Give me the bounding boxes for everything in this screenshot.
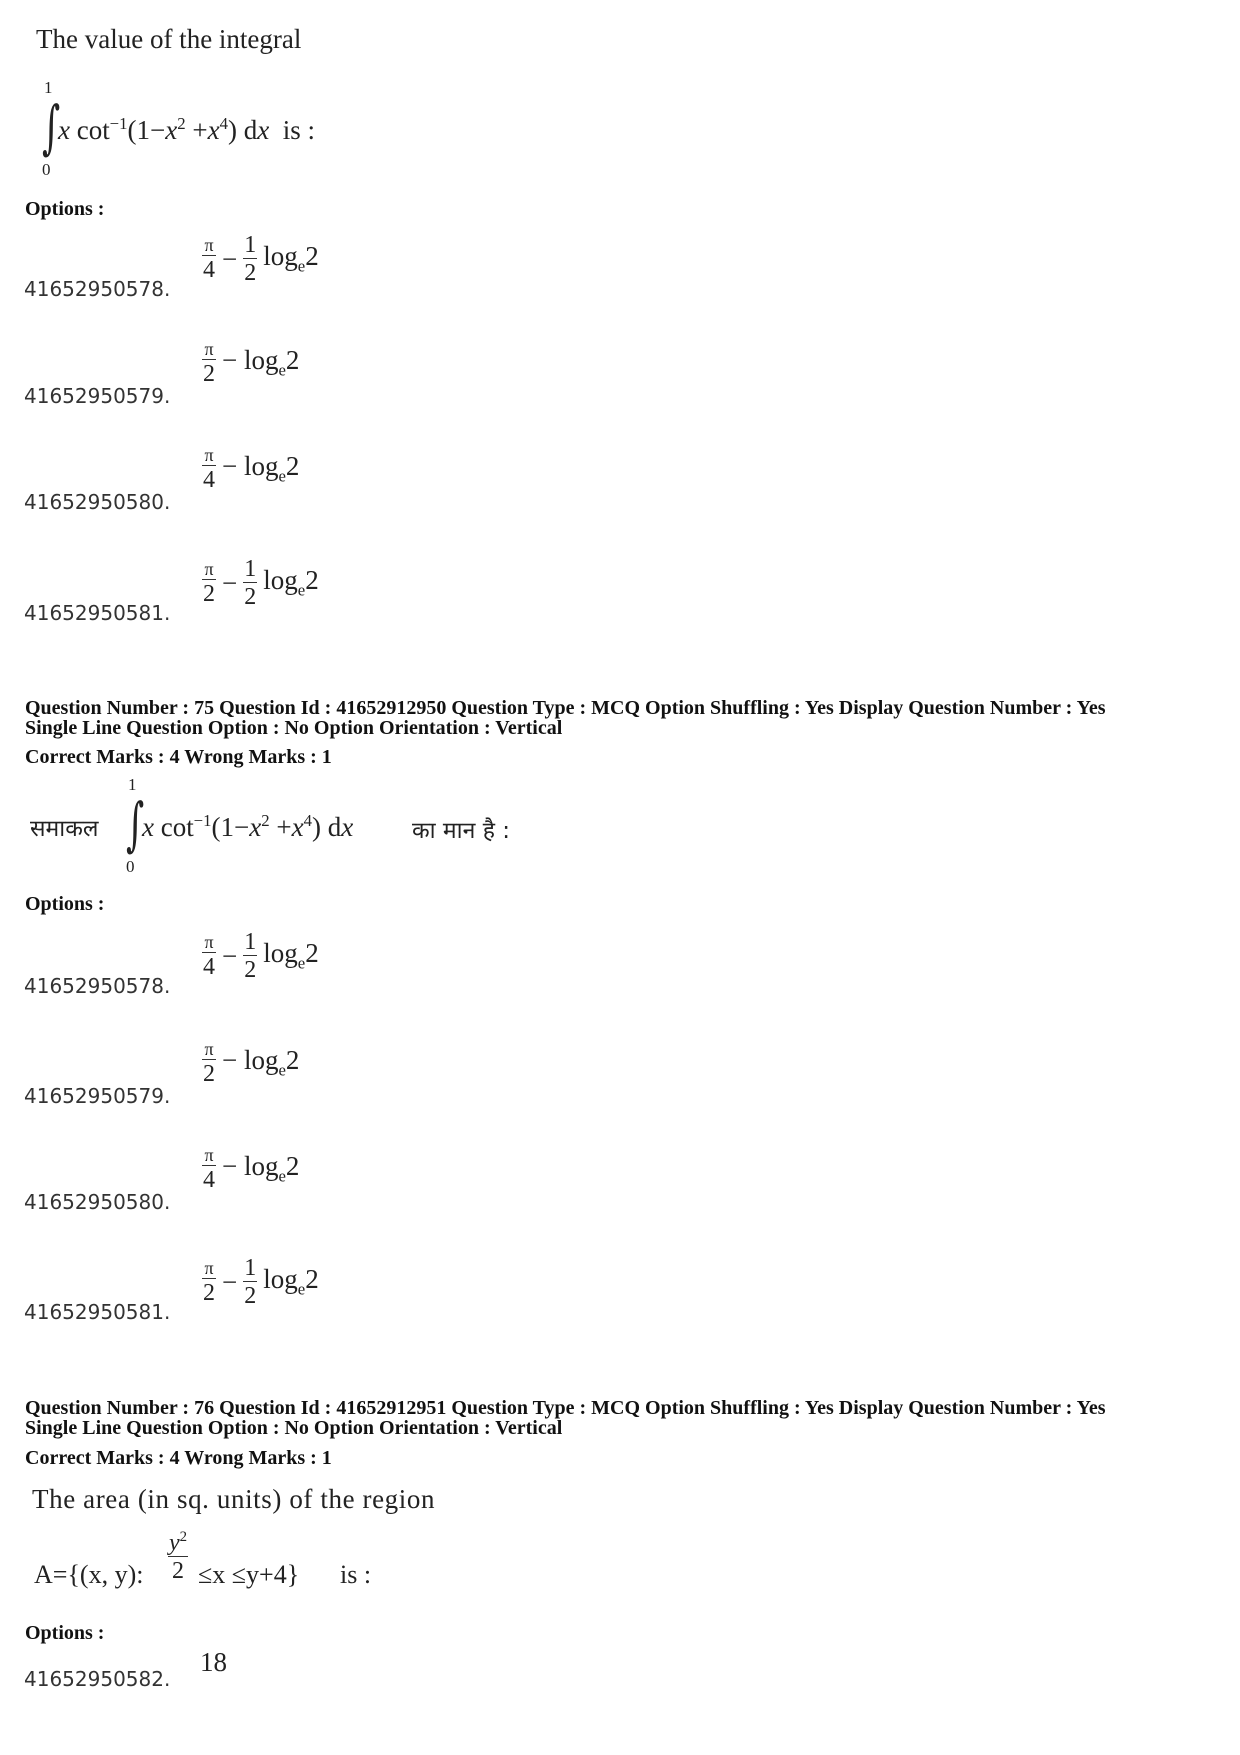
q74-integral-expression xyxy=(38,78,378,178)
option-id: 41652950581. xyxy=(24,601,171,625)
q75-option-1[interactable] xyxy=(24,912,424,1002)
option-expression: $\frac{\pi}{4}$ − $\frac{1}{2}$ $\log_e2$ xyxy=(203,232,319,286)
q76-meta-line-1: Question Number : 76 Question Id : 41652912951 Question Type : MCQ Option Shuffling : Yes Display Question Number : Yes xyxy=(25,1397,1106,1419)
integral-sign-icon: ∫ xyxy=(126,790,145,858)
option-id: 41652950578. xyxy=(24,974,171,998)
option-id: 41652950581. xyxy=(24,1300,171,1324)
hindi-prefix: समाकल xyxy=(30,816,99,842)
q75-option-2[interactable] xyxy=(24,1030,424,1110)
option-id: 41652950580. xyxy=(24,490,171,514)
q74-intro: The value of the integral xyxy=(36,24,302,54)
option-id: 41652950579. xyxy=(24,384,171,408)
q75-meta-line-1: Question Number : 75 Question Id : 41652912950 Question Type : MCQ Option Shuffling : Yes Display Question Number : Yes xyxy=(25,697,1106,719)
hindi-suffix: का मान है : xyxy=(412,818,510,844)
q76-option-1[interactable] xyxy=(24,1645,324,1695)
option-expression: $\frac{\pi}{4}$ − $\log_e2$ xyxy=(203,445,300,493)
set-fraction: $\frac{y^2}{2}$ xyxy=(169,1529,188,1584)
q74-option-3[interactable] xyxy=(24,436,424,516)
q76-set-expression xyxy=(34,1530,554,1610)
q76-marks: Correct Marks : 4 Wrong Marks : 1 xyxy=(25,1447,332,1469)
q74-options-label: Options : xyxy=(25,198,105,220)
option-value: 18 xyxy=(200,1647,227,1677)
integral-sign-icon: ∫ xyxy=(42,93,61,161)
option-expression: $\frac{\pi}{2}$ − $\frac{1}{2}$ $\log_e2$ xyxy=(203,556,319,610)
upper-limit: 1 xyxy=(44,78,53,97)
set-suffix: is : xyxy=(340,1560,372,1589)
set-rhs: ≤x ≤y+4} xyxy=(198,1560,300,1589)
q75-marks: Correct Marks : 4 Wrong Marks : 1 xyxy=(25,746,332,768)
option-id: 41652950582. xyxy=(24,1667,171,1691)
q75-options-label: Options : xyxy=(25,893,105,915)
q75-option-3[interactable] xyxy=(24,1136,424,1216)
integral-suffix: is : xyxy=(282,115,315,145)
q74-option-1[interactable] xyxy=(24,215,424,305)
option-expression: $\frac{\pi}{4}$ − $\log_e2$ xyxy=(203,1145,300,1193)
q76-meta-line-2: Single Line Question Option : No Option Orientation : Vertical xyxy=(25,1417,563,1439)
q75-meta-line-2: Single Line Question Option : No Option Orientation : Vertical xyxy=(25,717,563,739)
set-lhs: A={(x, y): xyxy=(34,1560,144,1589)
upper-limit: 1 xyxy=(128,775,137,794)
q76-options-label: Options : xyxy=(25,1622,105,1644)
lower-limit: 0 xyxy=(42,160,51,179)
option-id: 41652950578. xyxy=(24,277,171,301)
option-expression: $\frac{\pi}{2}$ − $\log_e2$ xyxy=(203,1039,300,1087)
q74-option-2[interactable] xyxy=(24,330,424,410)
lower-limit: 0 xyxy=(126,857,135,876)
q75-question-hindi xyxy=(28,775,588,880)
q76-intro: The area (in sq. units) of the region xyxy=(32,1484,436,1514)
integrand: x $\cot^{-1}(1-x^2 +x^4)$ dx is : xyxy=(58,114,315,145)
option-id: 41652950579. xyxy=(24,1084,171,1108)
option-expression: $\frac{\pi}{4}$ − $\frac{1}{2}$ $\log_e2$ xyxy=(203,929,319,983)
option-expression: $\frac{\pi}{2}$ − $\frac{1}{2}$ $\log_e2$ xyxy=(203,1255,319,1309)
q75-option-4[interactable] xyxy=(24,1244,424,1334)
option-id: 41652950580. xyxy=(24,1190,171,1214)
q74-option-4[interactable] xyxy=(24,545,424,635)
integrand: x $\cot^{-1}(1-x^2 +x^4)$ dx xyxy=(142,811,354,842)
option-expression: $\frac{\pi}{2}$ − $\log_e2$ xyxy=(203,339,300,387)
